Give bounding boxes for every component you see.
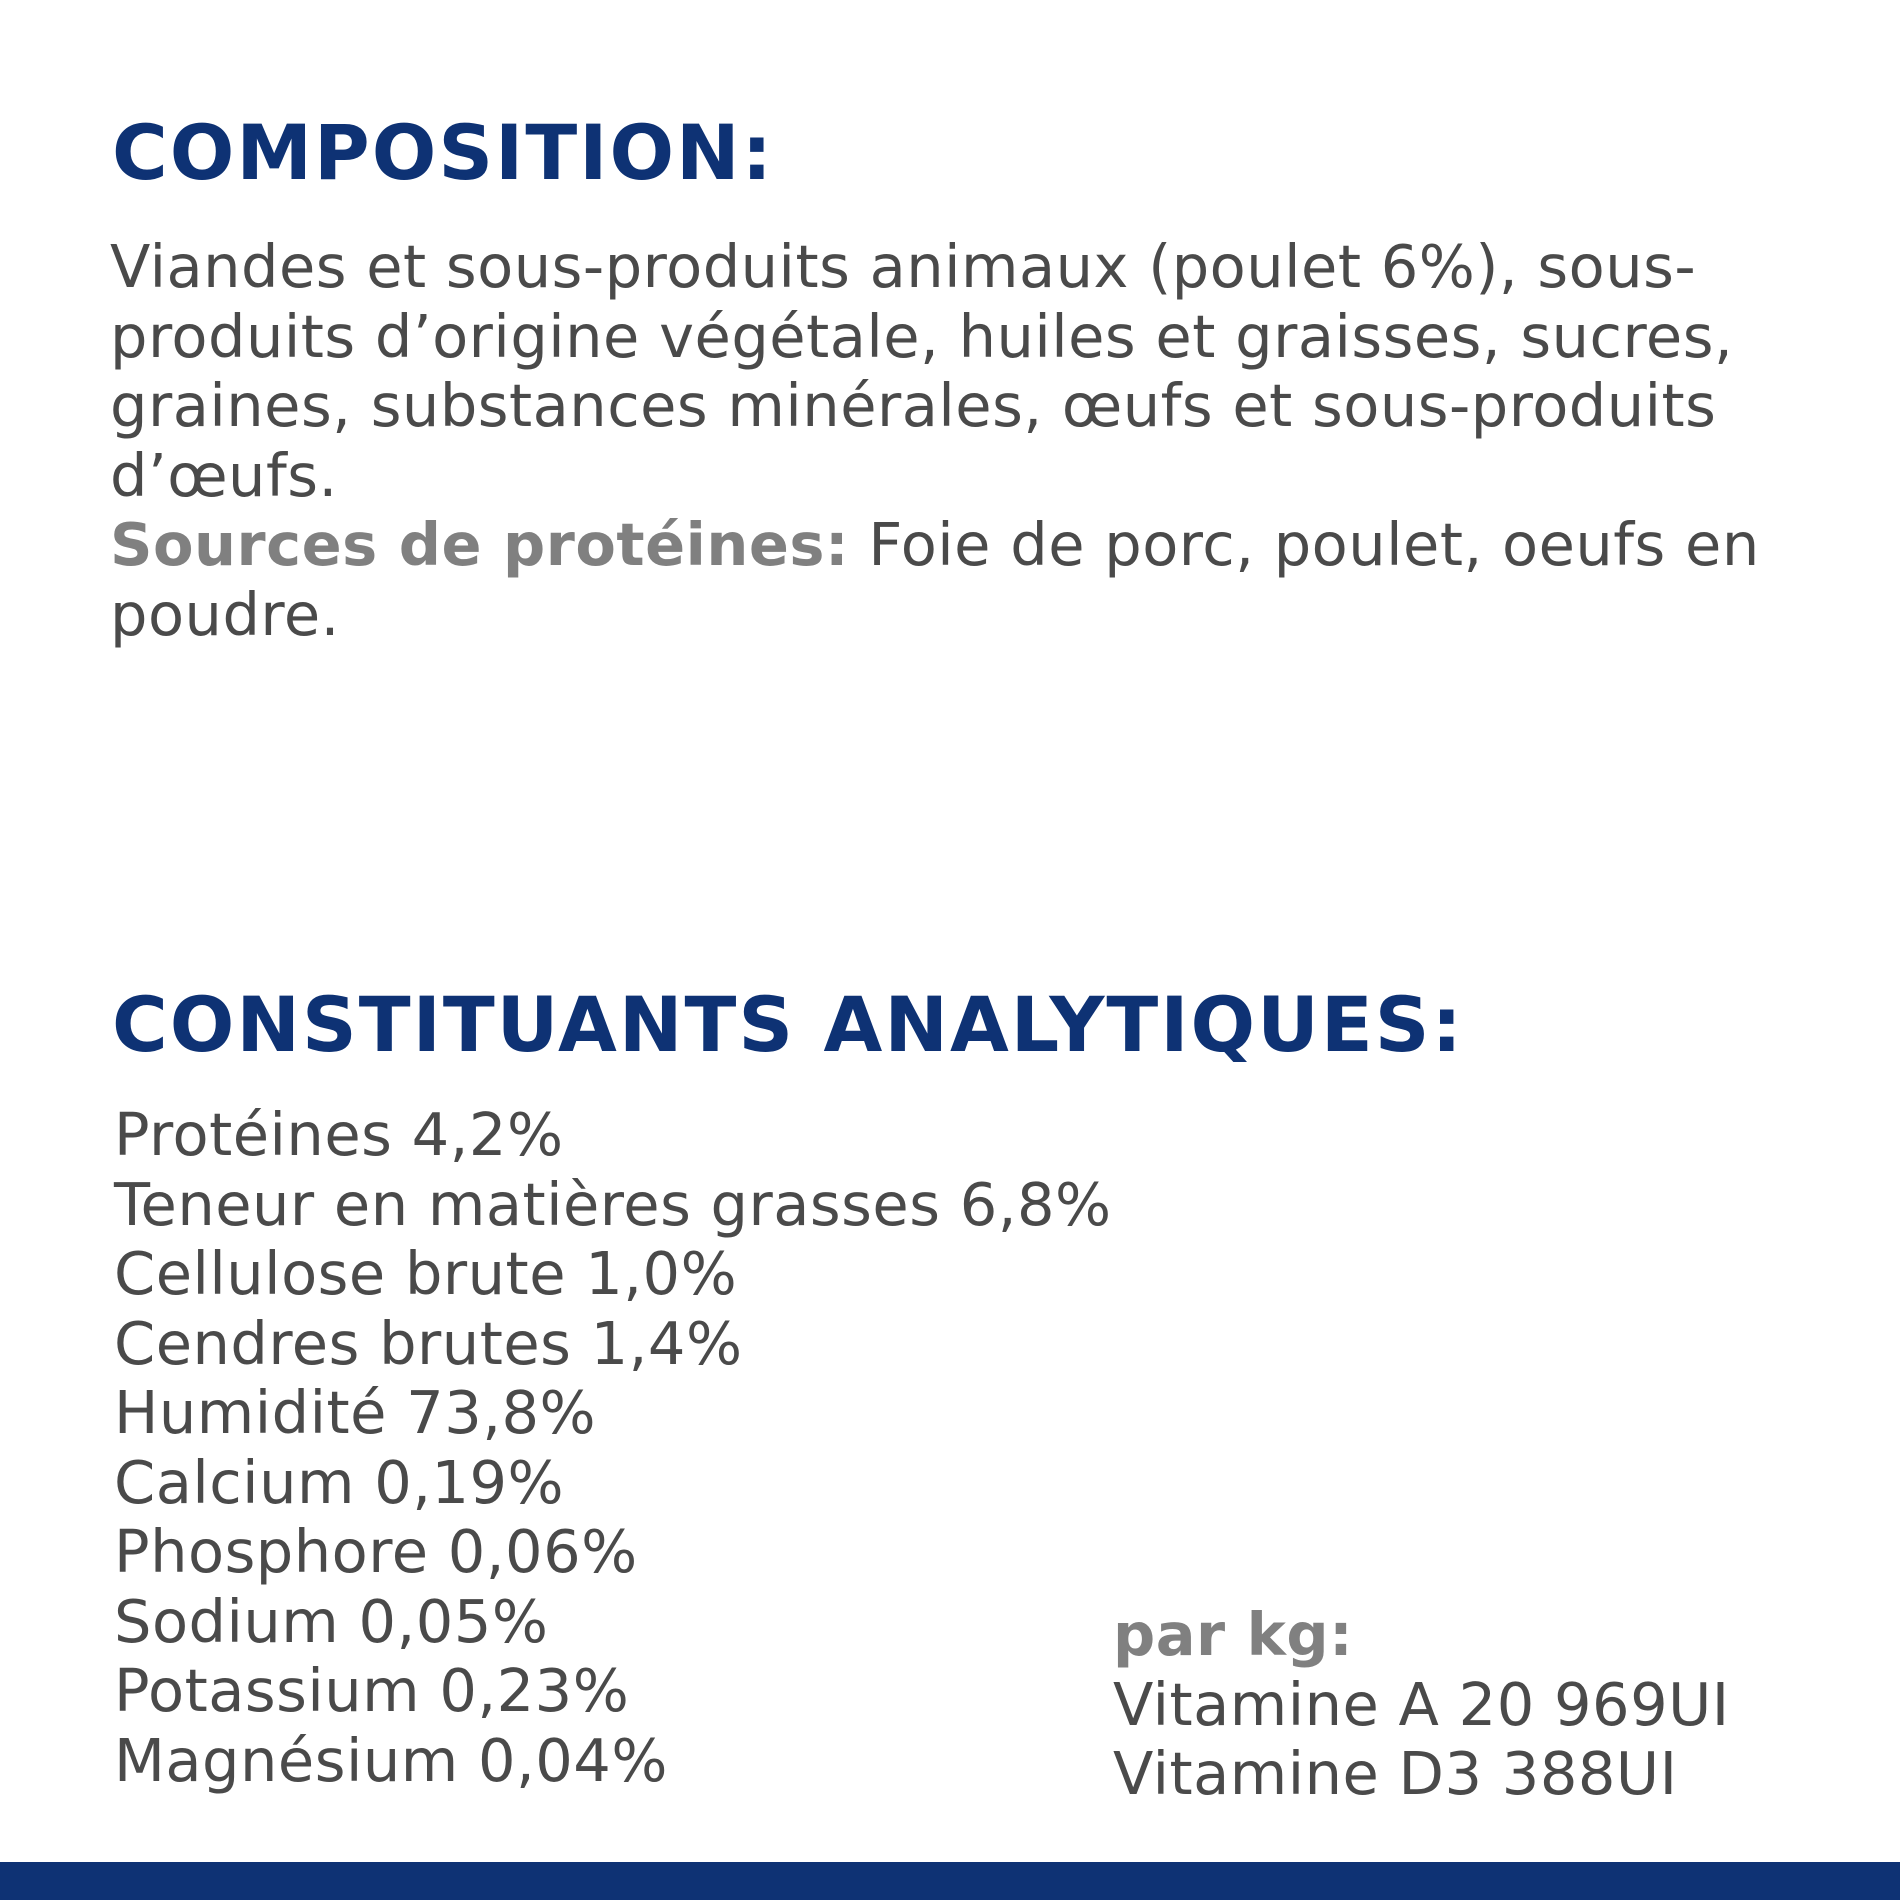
list-item: Cellulose brute 1,0% xyxy=(114,1239,738,1308)
bottom-bar xyxy=(0,1862,1900,1900)
protein-sources-text: Foie de porc, poulet, oeufs en poudre. xyxy=(110,510,1760,649)
analytical-constituents-list xyxy=(114,1100,1112,1795)
list-item: Potassium 0,23% xyxy=(114,1656,630,1725)
analytical-constituents-heading: CONSTITUANTS ANALYTIQUES: xyxy=(112,980,1464,1069)
list-item: Calcium 0,19% xyxy=(114,1447,565,1517)
vitamin-a-value: Vitamine A 20 969UI xyxy=(1113,1669,1730,1739)
list-item: Humidité 73,8% xyxy=(114,1378,597,1447)
ingredients-text: Viandes et sous-produits animaux (poulet 6%), sous-produits d’origine végétale, huiles et graisses, sucres, graines, substances minérales, œufs et sous-produits d’œufs. xyxy=(110,232,1734,510)
list-item: Teneur en matières grasses 6,8% xyxy=(114,1169,1112,1239)
list-item: Protéines 4,2% xyxy=(114,1100,564,1169)
protein-sources-label: Sources de protéines: xyxy=(110,510,850,579)
vitamin-d3-value: Vitamine D3 388UI xyxy=(1113,1739,1678,1808)
list-item: Phosphore 0,06% xyxy=(114,1517,638,1586)
composition-text xyxy=(110,232,1830,649)
list-item: Cendres brutes 1,4% xyxy=(114,1308,743,1378)
list-item: Sodium 0,05% xyxy=(114,1586,549,1656)
list-item: Magnésium 0,04% xyxy=(114,1725,668,1795)
per-kg-label: par kg: xyxy=(1113,1600,1354,1669)
composition-heading: COMPOSITION: xyxy=(112,108,775,197)
per-kg-block xyxy=(1113,1600,1730,1809)
